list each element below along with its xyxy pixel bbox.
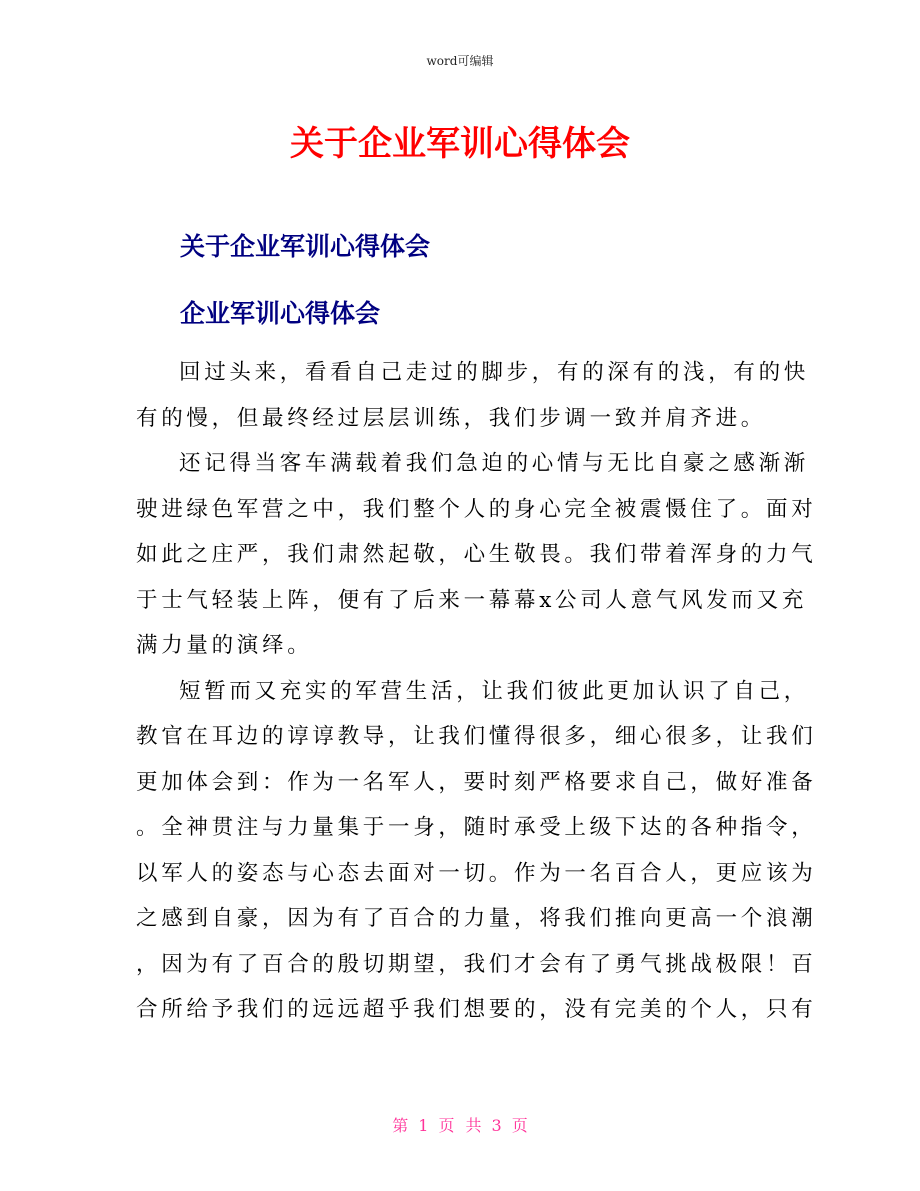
page-footer <box>0 1113 920 1136</box>
paragraph-line: 回过头来，看看自己走过的脚步，有的深有的浅，有的快 <box>179 360 810 385</box>
total-pages-number: 3 <box>491 1116 502 1135</box>
paragraph-line: 有的慢，但最终经过层层训练，我们步调一致并肩齐进。 <box>136 405 767 431</box>
paragraph-line: 更加体会到：作为一名军人，要时刻严格要求自己，做好准备 <box>136 769 817 795</box>
paragraph-line: 于士气轻装上阵，便有了后来一幕幕x公司人意气风发而又充 <box>136 587 808 613</box>
footer-suffix: 页 <box>511 1116 528 1135</box>
document-body <box>136 350 817 1033</box>
paragraph-line: 教官在耳边的谆谆教导，让我们懂得很多，细心很多，让我们 <box>136 724 817 749</box>
paragraph-line: 短暂而又充实的军营生活，让我们彼此更加认识了自己， <box>179 678 810 704</box>
paragraph-line: 驶进绿色军营之中，我们整个人的身心完全被震慑住了。面对 <box>136 496 817 522</box>
subheading-2: 企业军训心得体会 <box>180 299 381 328</box>
footer-prefix: 第 <box>392 1116 409 1135</box>
subheading-1: 关于企业军训心得体会 <box>180 232 431 261</box>
paragraph-line: 合所给予我们的远远超乎我们想要的，没有完美的个人，只有 <box>136 997 817 1022</box>
footer-mid: 页 共 <box>438 1116 482 1135</box>
paragraph-line: 还记得当客车满载着我们急迫的心情与无比自豪之感渐渐 <box>179 451 810 476</box>
paragraph-line: 之感到自豪，因为有了百合的力量，将我们推向更高一个浪潮 <box>136 906 817 931</box>
paragraph-line: 满力量的演绎。 <box>136 633 313 658</box>
paragraph-line: 。全神贯注与力量集于一身，随时承受上级下达的各种指令， <box>136 815 817 840</box>
paragraph-line: ，因为有了百合的殷切期望，我们才会有了勇气挑战极限！百 <box>136 951 817 977</box>
paragraph-line: 以军人的姿态与心态去面对一切。作为一名百合人，更应该为 <box>136 860 817 886</box>
paragraph-line: 如此之庄严，我们肃然起敬，心生敬畏。我们带着浑身的力气 <box>136 542 817 567</box>
page-header: word可编辑 <box>426 54 494 68</box>
current-page-number: 1 <box>418 1116 429 1135</box>
document-title: 关于企业军训心得体会 <box>290 124 630 164</box>
